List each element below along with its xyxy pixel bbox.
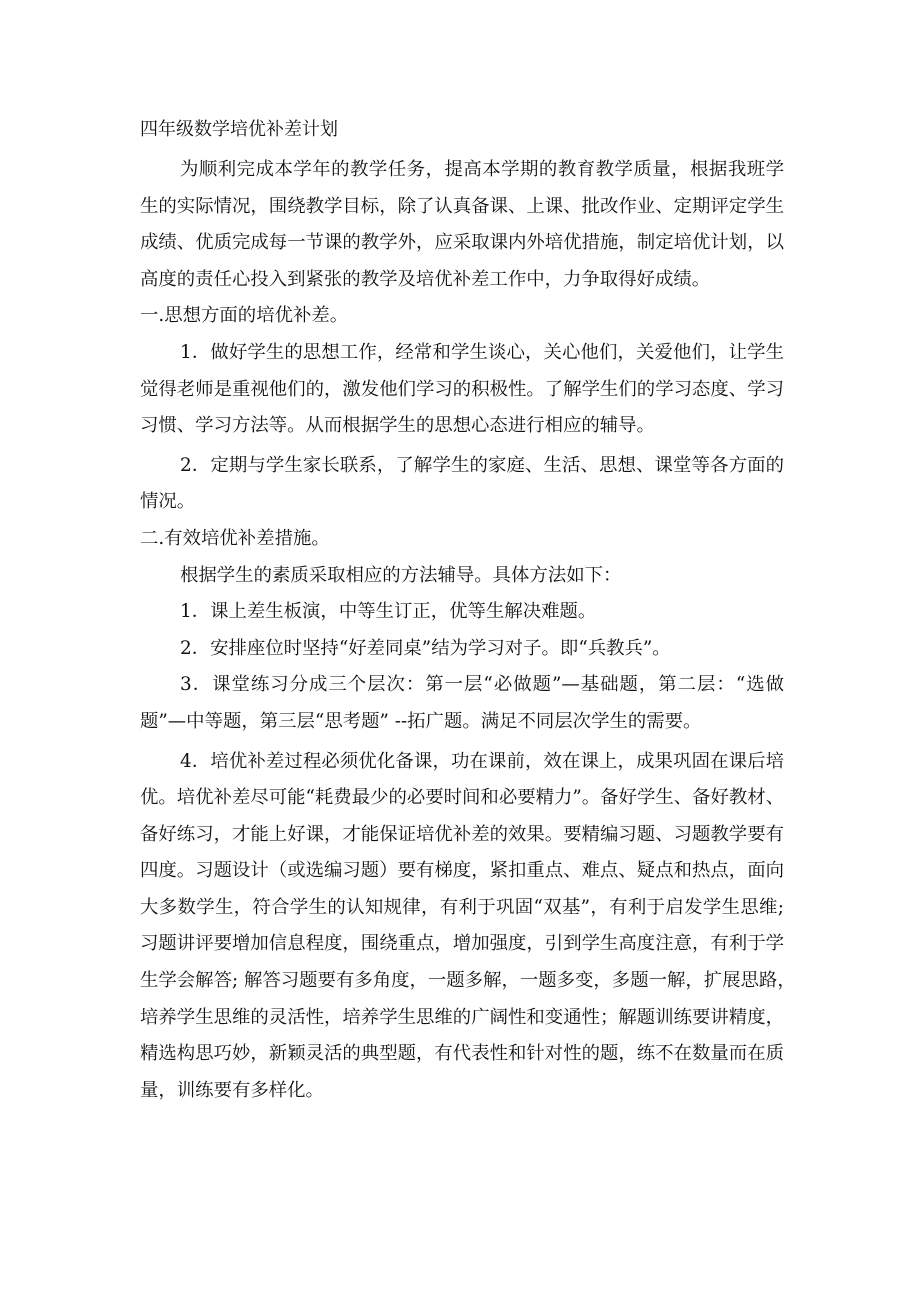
document-title: 四年级数学培优补差计划	[140, 119, 338, 140]
section-heading: 二.有效培优补差措施。	[140, 527, 330, 549]
paragraph-line: 觉得老师是重视他们的，激发他们学习的积极性。了解学生们的学习态度、学习	[140, 378, 784, 400]
intro-paragraph	[140, 152, 784, 298]
section1-item2	[140, 448, 784, 521]
paragraph-line: 成绩、优质完成每一节课的教学外，应采取课内外培优措施，制定培优计划，以	[140, 232, 784, 254]
paragraph-line: 高度的责任心投入到紧张的教学及培优补差工作中，力争取得好成绩。	[140, 268, 711, 290]
section1-item1	[140, 335, 784, 445]
paragraph-line: 情况。	[140, 491, 196, 513]
paragraph-line: 四度。习题设计（或选编习题）要有梯度，紧扣重点、难点、疑点和热点，面向	[140, 860, 784, 882]
paragraph-line: 题”—中等题，第三层“思考题” --拓广题。满足不同层次学生的需要。	[140, 710, 702, 732]
section2-item2: 2．安排座位时坚持“好差同桌”结为学习对子。即“兵教兵”。	[180, 637, 671, 659]
paragraph-line: 量，训练要有多样化。	[140, 1079, 324, 1101]
paragraph-line: 优。培优补差尽可能“耗费最少的必要时间和必要精力”。备好学生、备好教材、	[140, 787, 785, 809]
paragraph-line: 生学会解答; 解答习题要有多角度，一题多解，一题多变，多题一解，扩展思路，	[140, 970, 796, 992]
paragraph-line: 备好练习，才能上好课，才能保证培优补差的效果。要精编习题、习题教学要有	[140, 823, 784, 845]
paragraph-line: 精选构思巧妙，新颖灵活的典型题，有代表性和针对性的题，练不在数量而在质	[140, 1043, 784, 1065]
paragraph-line: 习惯、学习方法等。从而根据学生的思想心态进行相应的辅导。	[140, 415, 655, 437]
paragraph-line: 大多数学生，符合学生的认知规律，有利于巩固“双基”，有利于启发学生思维;	[140, 896, 784, 918]
paragraph-line: 为顺利完成本学年的教学任务，提高本学期的教育教学质量，根据我班学	[180, 159, 784, 180]
paragraph-line: 2．定期与学生家长联系，了解学生的家庭、生活、思想、课堂等各方面的	[180, 454, 784, 476]
paragraph-line: 1．做好学生的思想工作，经常和学生谈心，关心他们，关爱他们，让学生	[180, 341, 784, 363]
paragraph-line: 生的实际情况，围绕教学目标，除了认真备课、上课、批改作业、定期评定学生	[140, 195, 784, 217]
paragraph-line: 3．课堂练习分成三个层次：第一层“必做题”—基础题，第二层：“选做	[180, 674, 784, 696]
document-body	[140, 112, 796, 1109]
paragraph-line: 4．培优补差过程必须优化备课，功在课前，效在课上，成果巩固在课后培	[180, 750, 784, 772]
section2-item1: 1．课上差生板演，中等生订正，优等生解决难题。	[180, 601, 597, 623]
section2-item3	[140, 667, 784, 740]
section2-lead: 根据学生的素质采取相应的方法辅导。具体方法如下：	[180, 564, 622, 586]
paragraph-line: 培养学生思维的灵活性，培养学生思维的广阔性和变通性；解题训练要讲精度，	[140, 1006, 784, 1028]
section2-item4	[140, 744, 796, 1110]
section-heading: 一.思想方面的培优补差。	[140, 305, 349, 327]
paragraph-line: 习题讲评要增加信息程度，围绕重点，增加强度，引到学生高度注意，有利于学	[140, 933, 784, 955]
